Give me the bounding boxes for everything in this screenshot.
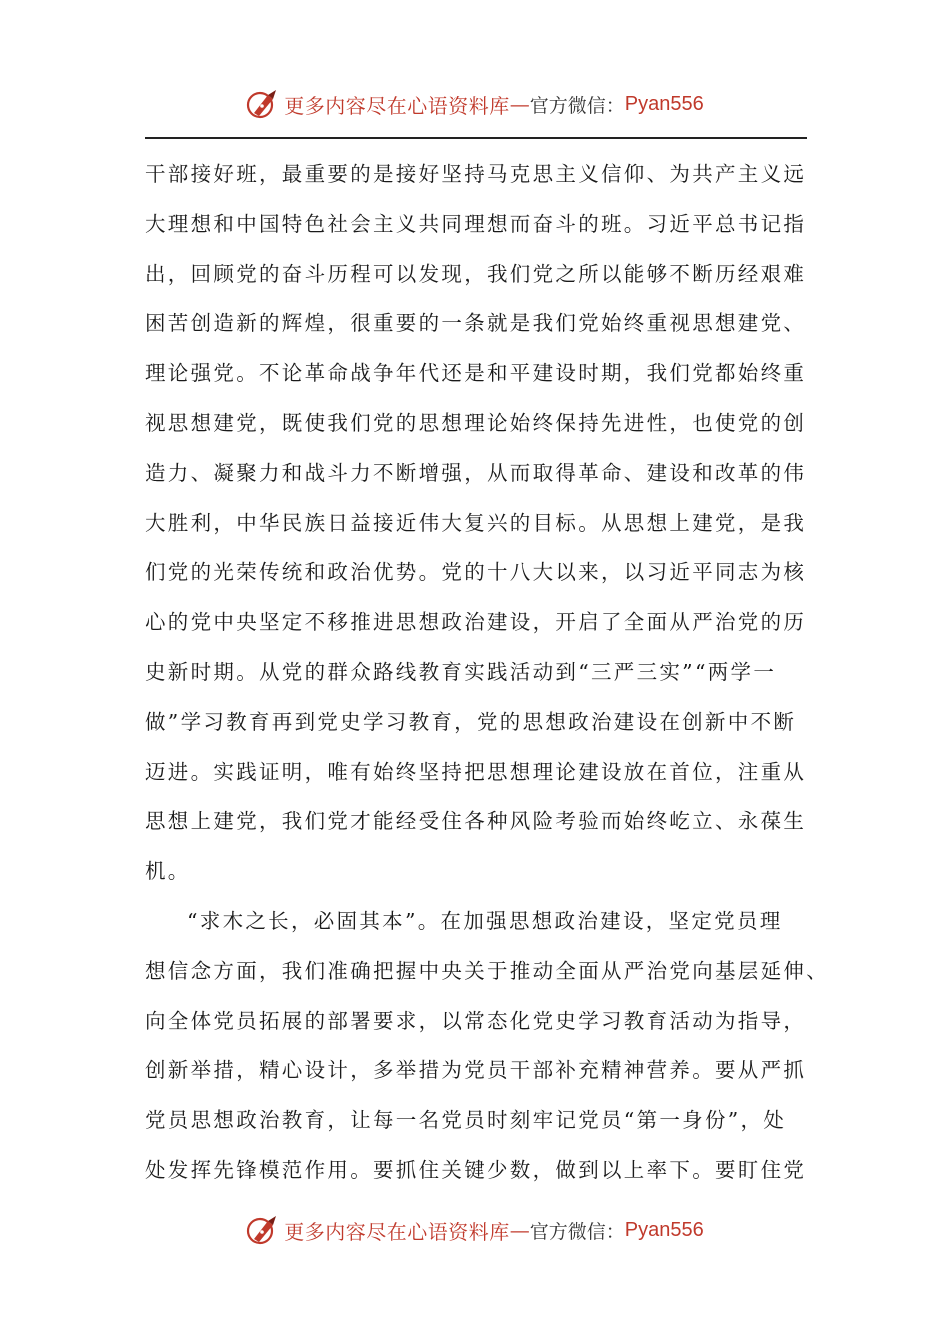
body-line: 理论强党。不论革命战争年代还是和平建设时期，我们党都始终重	[145, 361, 807, 386]
body-line: 机。	[145, 859, 191, 884]
header-subtitle: 官方微信：	[529, 94, 625, 117]
body-line: 做”学习教育再到党史学习教育，党的思想政治建设在创新中不断	[145, 709, 797, 734]
footer-wechat-id: Pyan556	[624, 1218, 704, 1241]
body-line: 大胜利，中华民族日益接近伟大复兴的目标。从思想上建党，是我	[145, 510, 807, 535]
body-line: 心的党中央坚定不移推进思想政治建设，开启了全面从严治党的历	[145, 610, 807, 635]
body-line: 造力、凝聚力和战斗力不断增强，从而取得革命、建设和改革的伟	[145, 460, 807, 485]
body-line: 党员思想政治教育，让每一名党员时刻牢记党员“第一身份”，处	[145, 1108, 787, 1133]
body-line: 迈进。实践证明，唯有始终坚持把思想理论建设放在首位，注重从	[145, 759, 807, 784]
body-line: 出，回顾党的奋斗历程可以发现，我们党之所以能够不断历经艰难	[145, 261, 807, 286]
body-line: 史新时期。从党的群众路线教育实践活动到“三严三实”“两学一	[145, 659, 777, 684]
header-wechat-id: Pyan556	[624, 92, 704, 115]
footer-subtitle: 官方微信：	[529, 1220, 625, 1243]
body-line: 视思想建党，既使我们党的思想理论始终保持先进性，也使党的创	[145, 410, 807, 435]
body-line: 大理想和中国特色社会主义共同理想而奋斗的班。习近平总书记指	[145, 211, 807, 236]
body-line: 想信念方面，我们准确把握中央关于推动全面从严治党向基层延伸、	[145, 958, 829, 983]
body-line: 创新举措，精心设计，多举措为党员干部补充精神营养。要从严抓	[145, 1058, 807, 1083]
pen-nib-logo-icon	[246, 87, 280, 121]
footer-dash: —	[509, 1218, 530, 1242]
header-title: 更多内容尽在心语资料库	[284, 93, 510, 118]
body-line: 困苦创造新的辉煌，很重要的一条就是我们党始终重视思想建党、	[145, 311, 807, 336]
page-footer	[0, 1208, 950, 1252]
body-line: 处发挥先锋模范作用。要抓住关键少数，做到以上率下。要盯住党	[145, 1157, 807, 1182]
header-dash: —	[509, 92, 530, 116]
document-body	[145, 150, 829, 1196]
body-line: 干部接好班，最重要的是接好坚持马克思主义信仰、为共产主义远	[145, 162, 807, 186]
paragraph-start-line: “求木之长，必固其本”。在加强思想政治建设，坚定党员理	[187, 908, 783, 933]
body-line: 们党的光荣传统和政治优势。党的十八大以来，以习近平同志为核	[145, 560, 807, 585]
pen-nib-logo-icon	[246, 1213, 280, 1247]
page-header	[0, 82, 950, 126]
body-line: 思想上建党，我们党才能经受住各种风险考验而始终屹立、永葆生	[145, 809, 807, 834]
body-line: 向全体党员拓展的部署要求，以常态化党史学习教育活动为指导，	[145, 1008, 807, 1033]
header-divider	[145, 137, 807, 139]
footer-title: 更多内容尽在心语资料库	[284, 1219, 510, 1244]
